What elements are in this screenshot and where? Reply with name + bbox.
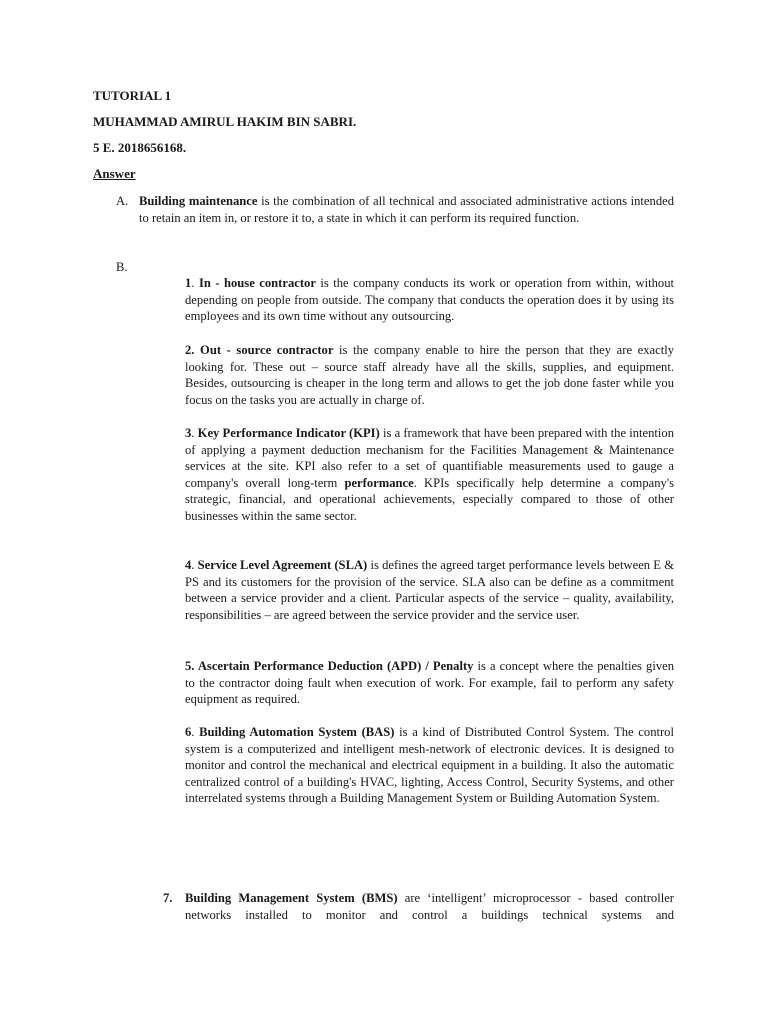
- item-term: Key Performance Indicator (KPI): [197, 426, 380, 440]
- answer-heading: Answer: [93, 166, 136, 181]
- definition-item: [185, 658, 674, 708]
- item-separator: .: [191, 558, 198, 572]
- item-number: 1: [185, 276, 192, 290]
- item-7-marker: 7.: [163, 891, 173, 905]
- section-a-marker: A.: [116, 194, 129, 208]
- item-text: is a framework that have been prepared with the intention of applying a payment deduction mechanism for the Facilities Management & Maintenance services at the site. KPI also refer to a set of quantifiable measurements used to gauge a company's overall long-term: [185, 426, 675, 490]
- document-title: TUTORIAL 1: [93, 88, 172, 103]
- item-number: 3: [185, 426, 192, 440]
- definition-item: [185, 342, 674, 408]
- student-id: 5 E. 2018656168.: [93, 140, 187, 155]
- item-term: Building Management System (BMS): [185, 891, 398, 905]
- item-number: 5.: [185, 659, 198, 673]
- section-b-marker: B.: [116, 260, 128, 274]
- item-text: is a kind of Distributed Control System. The control system is a computerized and intelligent mesh-network of electronic devices. It is designed to monitor and control the mechanical and electrical equipment in a building. It also the automatic centralized control of a building's HVAC, lighting, Access Control, Security Systems, and other interrelated systems through a Building Management System or Building Automation System.: [185, 725, 674, 806]
- item-separator: .: [191, 426, 198, 440]
- item-text: is the company enable to hire the person that they are exactly looking for. These out – source staff already have all the skills, supplies, and equipment. Besides, outsourcing is cheaper in the long term and allows to get the job done faster while you focus on the tasks you are actually in charge of.: [185, 343, 674, 407]
- section-a-paragraph: [139, 193, 674, 226]
- item-number: 4: [185, 558, 192, 572]
- item-text: is a concept where the penalties given to the contractor doing fault when execution of work. For example, fail to perform any safety equipment as required.: [185, 659, 675, 707]
- item-text: is the company conducts its work or operation from within, without depending on people from outside. The company that conducts the operation does it by using its employees and its own time without any outsourcing.: [185, 276, 675, 324]
- item-number: 6: [185, 725, 192, 739]
- item-term: Service Level Agreement (SLA): [197, 558, 368, 572]
- definition-item: [185, 557, 674, 623]
- definition-item: [185, 724, 674, 807]
- definition-item: [185, 425, 674, 525]
- item-term-inline: performance: [344, 475, 414, 490]
- item-separator: .: [191, 725, 200, 739]
- definition-item-7: [185, 890, 674, 923]
- student-name: MUHAMMAD AMIRUL HAKIM BIN SABRI.: [93, 114, 357, 129]
- section-a-text: is the combination of all technical and associated administrative actions intended to retain an item in, or restore it to, a state in which it can perform its required function.: [139, 194, 675, 225]
- section-a-term: Building maintenance: [139, 194, 258, 208]
- item-term: In - house contractor: [198, 276, 316, 290]
- item-text: is defines the agreed target performance levels between E & PS and its customers for the provision of the service. SLA also can be define as a commitment between a service provider and a client. Particular aspects of the service – quality, availability, responsibilities – are agreed between the service provider and the service user.: [185, 558, 675, 622]
- item-term: Out - source contractor: [200, 343, 334, 357]
- item-text-continued: . KPIs specifically help determine a company's strategic, financial, and operational achievements, especially compared to those of other businesses within the same sector.: [185, 475, 675, 523]
- item-separator: .: [191, 276, 199, 290]
- item-term: Ascertain Performance Deduction (APD) / Penalty: [197, 659, 474, 673]
- item-term: Building Automation System (BAS): [199, 725, 395, 739]
- item-text: are ‘intelligent’ microprocessor - based controller networks installed to monitor and control a buildings technical systems and: [185, 891, 674, 922]
- item-number: 2.: [185, 343, 201, 357]
- definition-item: [185, 275, 674, 325]
